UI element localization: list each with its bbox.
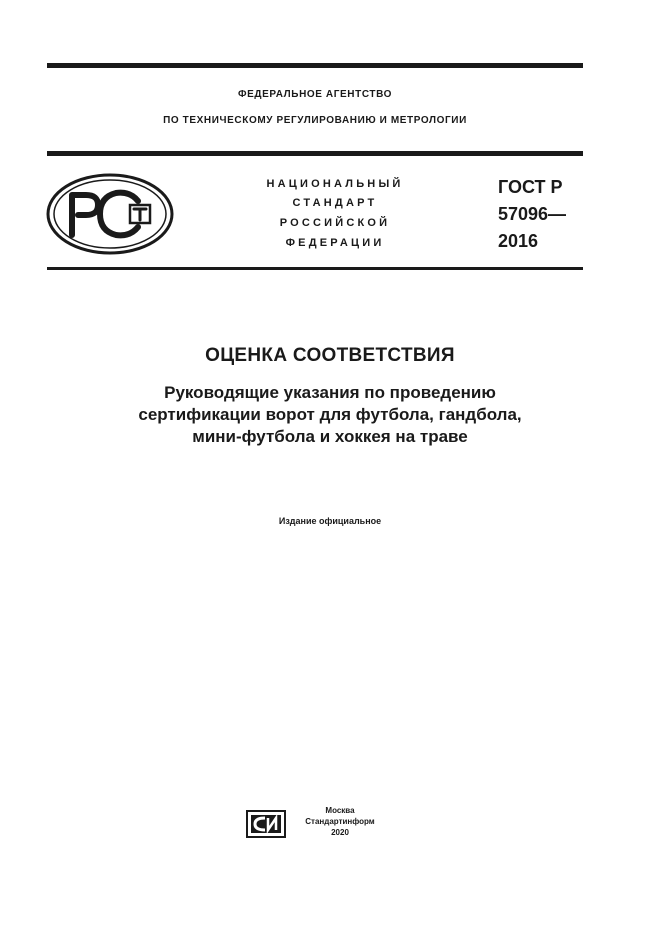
subtitle-line3: мини-футбола и хоккея на траве: [192, 427, 468, 446]
edition-label: Издание официальное: [278, 516, 382, 526]
publisher-info: [296, 805, 384, 838]
gost-designation-line1: ГОСТ Р: [498, 177, 563, 197]
agency-name-line1: ФЕДЕРАЛЬНОЕ АГЕНТСТВО: [237, 89, 393, 100]
top-rule: [47, 63, 583, 68]
publisher-city: Москва: [325, 806, 355, 815]
standard-type-line4: ФЕДЕРАЦИИ: [285, 237, 385, 249]
gost-designation-line2: 57096—: [498, 204, 567, 224]
publication-year: 2020: [331, 828, 349, 837]
header-rule: [47, 151, 583, 156]
standard-type-line1: НАЦИОНАЛЬНЫЙ: [266, 178, 404, 190]
document-title: ОЦЕНКА СООТВЕТСТВИЯ: [205, 345, 455, 366]
publisher-name: Стандартинформ: [305, 817, 375, 826]
document-subtitle: [60, 382, 600, 448]
agency-name-line2: ПО ТЕХНИЧЕСКОМУ РЕГУЛИРОВАНИЮ И МЕТРОЛОГИИ: [163, 115, 467, 126]
subtitle-line2: сертификации ворот для футбола, гандбола,: [138, 405, 522, 424]
header-bottom-rule: [47, 267, 583, 270]
standard-type-line3: РОССИЙСКОЙ: [279, 217, 391, 229]
gost-emblem-icon: [46, 173, 174, 255]
publisher-logo-icon: [246, 810, 286, 838]
subtitle-line1: Руководящие указания по проведению: [164, 383, 496, 402]
gost-designation-line3: 2016: [498, 231, 539, 251]
standard-type-line2: СТАНДАРТ: [292, 197, 378, 209]
